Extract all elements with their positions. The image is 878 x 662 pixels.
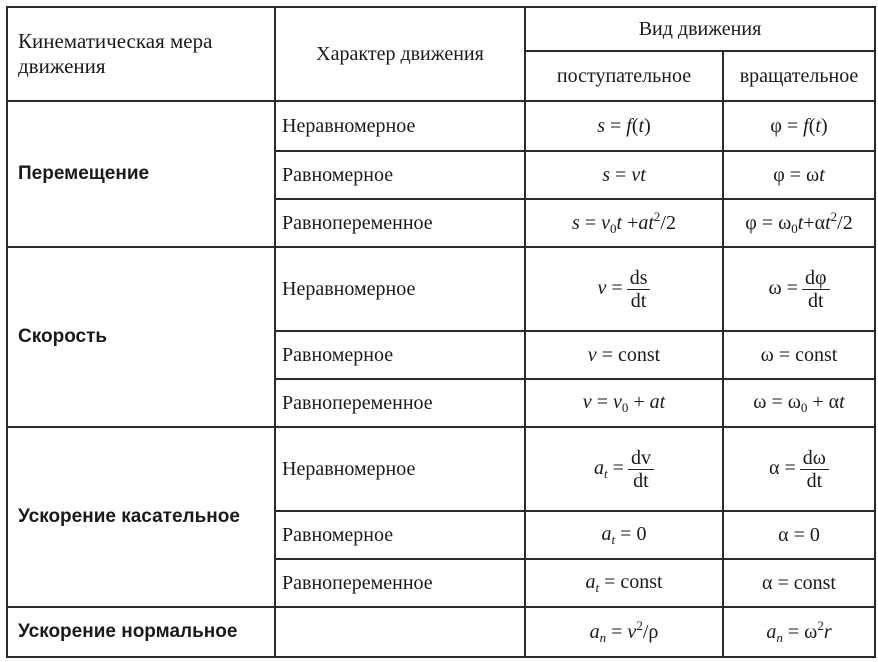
- formula-symbol: t: [815, 114, 821, 137]
- formula-subscript: n: [599, 630, 607, 645]
- formula-operator: (: [631, 114, 639, 137]
- table-row-character: [275, 247, 525, 331]
- table-row-character: [275, 427, 525, 511]
- formula-operator: =: [601, 343, 613, 366]
- formula-constant: const: [793, 571, 836, 594]
- formula-symbol: ω: [806, 163, 820, 186]
- formula-operator: =: [789, 163, 802, 186]
- formula-operator: =: [610, 114, 622, 137]
- fraction-numerator: ds: [627, 267, 651, 290]
- formula-rotational: [723, 607, 875, 657]
- formula-operator: =: [771, 390, 783, 413]
- formula-symbol: ρ: [648, 621, 659, 643]
- header-translational: [525, 51, 723, 101]
- formula-symbol: a: [649, 390, 660, 413]
- formula-operator: =: [761, 212, 774, 234]
- formula-rotational: [723, 199, 875, 247]
- group-velocity: [7, 247, 275, 427]
- fraction-denominator: dt: [633, 469, 649, 492]
- formula-symbol: t: [616, 212, 623, 234]
- kinematics-table: [6, 6, 876, 658]
- formula-rotational: [723, 101, 875, 151]
- group-normal-acceleration: [7, 607, 275, 657]
- formula-subscript: t: [611, 531, 616, 547]
- formula-operator: =: [786, 276, 798, 299]
- character-label: Равномерное: [282, 343, 394, 366]
- formula-operator: =: [793, 523, 805, 546]
- table-row-character: [275, 331, 525, 379]
- formula-translational: [525, 199, 723, 247]
- formula-symbol: ω: [760, 343, 774, 366]
- formula-symbol: a: [585, 570, 596, 593]
- formula-symbol: α: [762, 571, 773, 594]
- character-label: Неравномерное: [282, 277, 416, 300]
- formula-symbol: a: [589, 621, 600, 643]
- formula-operator: +: [627, 212, 639, 234]
- formula-symbol: a: [766, 621, 777, 643]
- formula-symbol: t: [659, 390, 666, 413]
- formula-symbol: t: [825, 212, 831, 234]
- character-label: Равнопеременное: [282, 571, 433, 594]
- formula-operator: +: [633, 390, 645, 413]
- formula-symbol: t: [819, 163, 825, 186]
- formula-translational: [525, 101, 723, 151]
- fraction-numerator: dφ: [802, 267, 830, 290]
- formula-symbol: v: [631, 163, 641, 186]
- formula-rotational: [723, 511, 875, 559]
- formula-constant: const: [620, 570, 663, 593]
- formula-operator: =: [787, 621, 800, 643]
- formula-subscript: 0: [610, 221, 617, 236]
- formula-operator: =: [615, 163, 627, 186]
- formula-symbol: s: [572, 212, 580, 234]
- group-normal-acceleration-label: Ускорение нормальное: [18, 621, 238, 642]
- formula-symbol: s: [602, 163, 611, 186]
- formula-subscript: 0: [800, 399, 808, 415]
- group-tangential-acceleration-label: Ускорение касательное: [18, 506, 240, 527]
- formula-symbol: r: [823, 621, 832, 643]
- formula-symbol: α: [828, 390, 840, 413]
- table-row-character: [275, 101, 525, 151]
- formula-operator: +: [812, 390, 824, 413]
- table-row-character: [275, 559, 525, 607]
- character-label: Равнопеременное: [282, 211, 433, 234]
- formula-symbol: v: [612, 390, 622, 413]
- formula-translational: [525, 331, 723, 379]
- formula-superscript: 2: [653, 209, 661, 224]
- formula-operator: +: [803, 212, 815, 234]
- header-measure-label: Кинематическая мера движения: [18, 29, 213, 78]
- formula-symbol: v: [587, 343, 597, 366]
- formula-symbol: t: [839, 390, 845, 413]
- formula-translational: [525, 427, 723, 511]
- header-rotational: [723, 51, 875, 101]
- header-translational-label: поступательное: [556, 64, 692, 87]
- formula-subscript: t: [595, 579, 600, 595]
- header-rotational-label: вращательное: [739, 64, 859, 87]
- formula-superscript: 2: [817, 618, 824, 633]
- kinematics-table-wrapper: [6, 6, 876, 658]
- formula-symbol: ω: [778, 212, 792, 234]
- formula-symbol: v: [627, 621, 637, 643]
- header-motion-type: [525, 7, 875, 51]
- formula-constant: const: [617, 343, 661, 366]
- header-measure: [7, 7, 275, 101]
- formula-symbol: a: [594, 456, 605, 479]
- character-label: Равнопеременное: [282, 391, 433, 414]
- formula-operator: =: [784, 456, 796, 479]
- formula-symbol: a: [638, 212, 649, 234]
- formula-symbol: t: [648, 212, 654, 234]
- header-character-label: Характер движения: [316, 42, 484, 65]
- formula-rotational: [723, 247, 875, 331]
- formula-symbol: f: [626, 114, 632, 137]
- formula-translational: [525, 151, 723, 199]
- formula-symbol: α: [814, 212, 826, 234]
- formula-symbol: ω: [768, 276, 782, 299]
- formula-symbol: a: [601, 522, 612, 545]
- formula-symbol: ω: [753, 390, 767, 413]
- character-label: Неравномерное: [282, 114, 416, 137]
- formula-symbol: ω: [804, 621, 818, 643]
- formula-symbol: α: [778, 523, 789, 546]
- formula-subscript: n: [776, 630, 783, 645]
- fraction-numerator: dω: [800, 447, 829, 470]
- character-label: Неравномерное: [282, 457, 416, 480]
- formula-superscript: 2: [830, 209, 838, 224]
- group-displacement-label: Перемещение: [18, 163, 150, 184]
- fraction-denominator: dt: [806, 469, 823, 492]
- formula-rotational: [723, 559, 875, 607]
- formula-operator: ): [820, 114, 828, 137]
- formula-operator: =: [620, 522, 632, 545]
- formula-rotational: [723, 151, 875, 199]
- formula-subscript: 0: [621, 399, 629, 415]
- formula-subscript: t: [604, 465, 608, 481]
- formula-operator: (: [808, 114, 816, 137]
- formula-constant: 0: [809, 523, 820, 546]
- formula-operator: =: [611, 276, 623, 299]
- formula-symbol: φ: [745, 212, 757, 234]
- formula-translational: [525, 511, 723, 559]
- formula-subscript: 0: [791, 221, 798, 236]
- character-label: Равномерное: [282, 163, 394, 186]
- formula-symbol: v: [597, 276, 607, 299]
- formula-symbol: α: [769, 456, 780, 479]
- formula-translational: [525, 607, 723, 657]
- header-motion-type-label: Вид движения: [638, 17, 762, 40]
- formula-translational: [525, 559, 723, 607]
- formula-operator: =: [596, 390, 608, 413]
- formula-operator: =: [611, 621, 623, 643]
- formula-symbol: t: [640, 163, 646, 186]
- formula-translational: [525, 379, 723, 427]
- header-character: [275, 7, 525, 101]
- formula-translational: [525, 247, 723, 331]
- fraction-numerator: dv: [628, 447, 654, 470]
- table-row-character: [275, 199, 525, 247]
- fraction: [627, 267, 651, 312]
- formula-rotational: [723, 427, 875, 511]
- formula-rotational: [723, 379, 875, 427]
- formula-operator: =: [786, 114, 799, 137]
- group-tangential-acceleration: [7, 427, 275, 607]
- formula-operator: =: [612, 456, 624, 479]
- table-row-character: [275, 151, 525, 199]
- formula-operator: /: [642, 621, 649, 643]
- formula-rotational: [723, 331, 875, 379]
- formula-symbol: t: [638, 114, 645, 137]
- formula-symbol: v: [582, 390, 592, 413]
- fraction-denominator: dt: [630, 289, 647, 312]
- formula-superscript: 2: [636, 618, 643, 633]
- table-row-character: [275, 511, 525, 559]
- formula-symbol: ω: [787, 390, 801, 413]
- formula-constant: 0: [636, 522, 647, 545]
- group-displacement: [7, 101, 275, 247]
- table-row-character: [275, 607, 525, 657]
- fraction: [800, 447, 829, 492]
- formula-operator: /2: [660, 212, 676, 234]
- group-velocity-label: Скорость: [18, 326, 108, 347]
- formula-symbol: φ: [770, 114, 782, 137]
- fraction: [628, 447, 654, 492]
- fraction-denominator: dt: [807, 289, 824, 312]
- formula-symbol: v: [601, 212, 610, 234]
- formula-symbol: t: [797, 212, 804, 234]
- formula-operator: ): [644, 114, 651, 137]
- character-label: Равномерное: [282, 523, 394, 546]
- fraction: [802, 267, 830, 312]
- formula-symbol: f: [803, 114, 809, 137]
- formula-operator: =: [584, 212, 597, 234]
- formula-symbol: s: [597, 114, 606, 137]
- formula-operator: =: [777, 571, 789, 594]
- formula-operator: /2: [837, 212, 853, 234]
- formula-symbol: φ: [773, 163, 785, 186]
- table-row-character: [275, 379, 525, 427]
- formula-constant: const: [795, 343, 838, 366]
- formula-operator: =: [604, 570, 616, 593]
- formula-operator: =: [778, 343, 791, 366]
